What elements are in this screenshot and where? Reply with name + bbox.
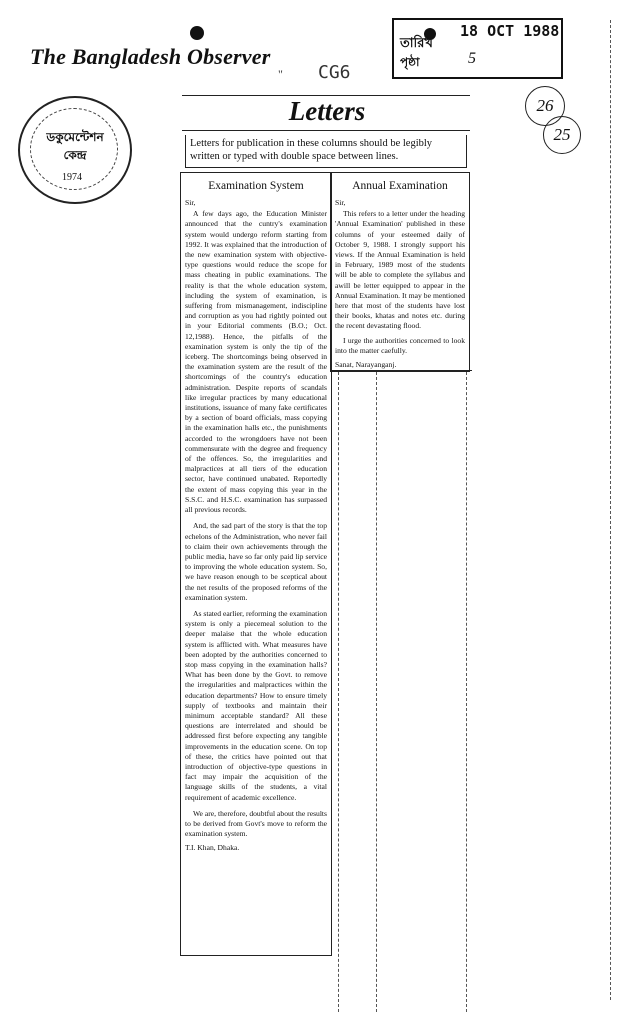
publication-note: Letters for publication in these columns should be legibly written or typed with double space between lines. bbox=[185, 135, 467, 168]
letter-signature: Sanat, Narayanganj. bbox=[335, 360, 397, 370]
letter-paragraph: A few days ago, the Education Minister announced that the cuntry's examination system would undergo reform starting from 1992. It was explained that the introduction of the new examination system with objective-type questions would reduce the scope for mass cheating in public examinations. The reality is that the whole education system, including the system of examination, is suffering from mismanagement, indiscipline and corruption as you had rightly pointed out in your Editorial comments (B.O.; Oct. 12,1988). Hence, the pitfalls of the examination system is only the tip of the iceberg. The shortcomings being observed in the examination system are the result of the shortcomings of the country's education administration. Despite reports of scandals like irregular practices by many educational institutions, issuance of many fake certificates by a section of board officials, mass copying in the examination halls etc., the punishments accorded to the wrongdoers have not been commensurate with the degree and frequency of the offences. So, the irregularities and malpractices at all tiers of the education sector, have continued unabated. Reportedly the extent of mass copying this year in the S.S.C. and H.S.C. examination has surpassed all previous records. bbox=[185, 209, 327, 515]
newspaper-masthead: The Bangladesh Observer bbox=[30, 44, 271, 69]
letter-paragraph: As stated earlier, reforming the examination system is only a piecemeal solution to the deeper malaise that the whole education system is afflicted with. What measures have been adopted by the authorities concerned to stop mass copying in the examination halls? What has been done by the Govt. to remove the irregularities and malpractices within the education departments? How to ensure timely supply of textbooks and maintain their minimum acceptable standard? All these questions are interrelated and should be addressed first before expecting any tangible improvements in the education scene. On top of these, the critics have pointed out that introduction of objective-type questions in fact may impair the acquisition of the language skills of the students, a vital requirement of academic excellence. bbox=[185, 608, 327, 802]
stamp-page-value: 5 bbox=[468, 50, 476, 67]
heading-bottom-rule bbox=[182, 130, 470, 131]
letter-salutation: Sir, bbox=[335, 198, 346, 207]
scan-edge-line bbox=[610, 20, 611, 1000]
letter-salutation: Sir, bbox=[185, 198, 196, 207]
column-end-rule bbox=[330, 370, 472, 371]
page-code: CG6 bbox=[318, 62, 351, 83]
letter-paragraph: I urge the authorities concerned to look into the matter caefully. bbox=[335, 335, 465, 355]
scan-column-line bbox=[338, 372, 339, 1012]
letter-paragraph: We are, therefore, doubtful about the results to be derived from Govt's move to reform the examination system. bbox=[185, 808, 327, 839]
scan-column-line bbox=[376, 372, 377, 1012]
letter-signature: T.I. Khan, Dhaka. bbox=[185, 843, 240, 853]
stamp-page-label: পৃষ্ঠা bbox=[400, 55, 420, 69]
seal-year: 1974 bbox=[62, 172, 82, 183]
ink-dot-marker bbox=[190, 26, 204, 40]
letter-annual-examination bbox=[330, 172, 470, 372]
handwritten-number-1: 26 bbox=[525, 86, 565, 126]
letter-paragraph: This refers to a letter under the heading 'Annual Examination' published in these columns of your esteemed daily of October 9, 1988. I strongly support his views. If the Annual Examination is held in February, 1989 most of the students will be able to complete the syllabus and awill be letter equipped to appear in the Annual Examination. It may be mentioned here that most of the students have lost their books, khatas and notes etc. during the recent devastating flood. bbox=[335, 209, 465, 331]
letter-body bbox=[185, 198, 327, 854]
letter-paragraph: And, the sad part of the story is that the top echelons of the Administration, who never fail to claim their own achievements through the public media, have so far only paid lip service to improving the whole education system. So, we have reason enough to be sceptical about the net results of the proposed reforms of the examination system. bbox=[185, 521, 327, 602]
section-heading: Letters bbox=[288, 96, 366, 126]
letter-title: Annual Examination bbox=[352, 180, 448, 192]
margin-tick-mark: " bbox=[278, 67, 283, 81]
seal-text: ডকুমেন্টেশন কেন্দ্র bbox=[46, 130, 104, 162]
stamp-date: 18 OCT 1988 bbox=[460, 22, 560, 40]
stamp-date-label: তারিখ bbox=[400, 35, 433, 50]
scan-column-line bbox=[466, 372, 467, 1012]
letter-body bbox=[335, 198, 465, 370]
handwritten-number-2: 25 bbox=[543, 116, 581, 154]
letter-title: Examination System bbox=[208, 180, 304, 192]
letter-examination-system bbox=[180, 172, 332, 956]
